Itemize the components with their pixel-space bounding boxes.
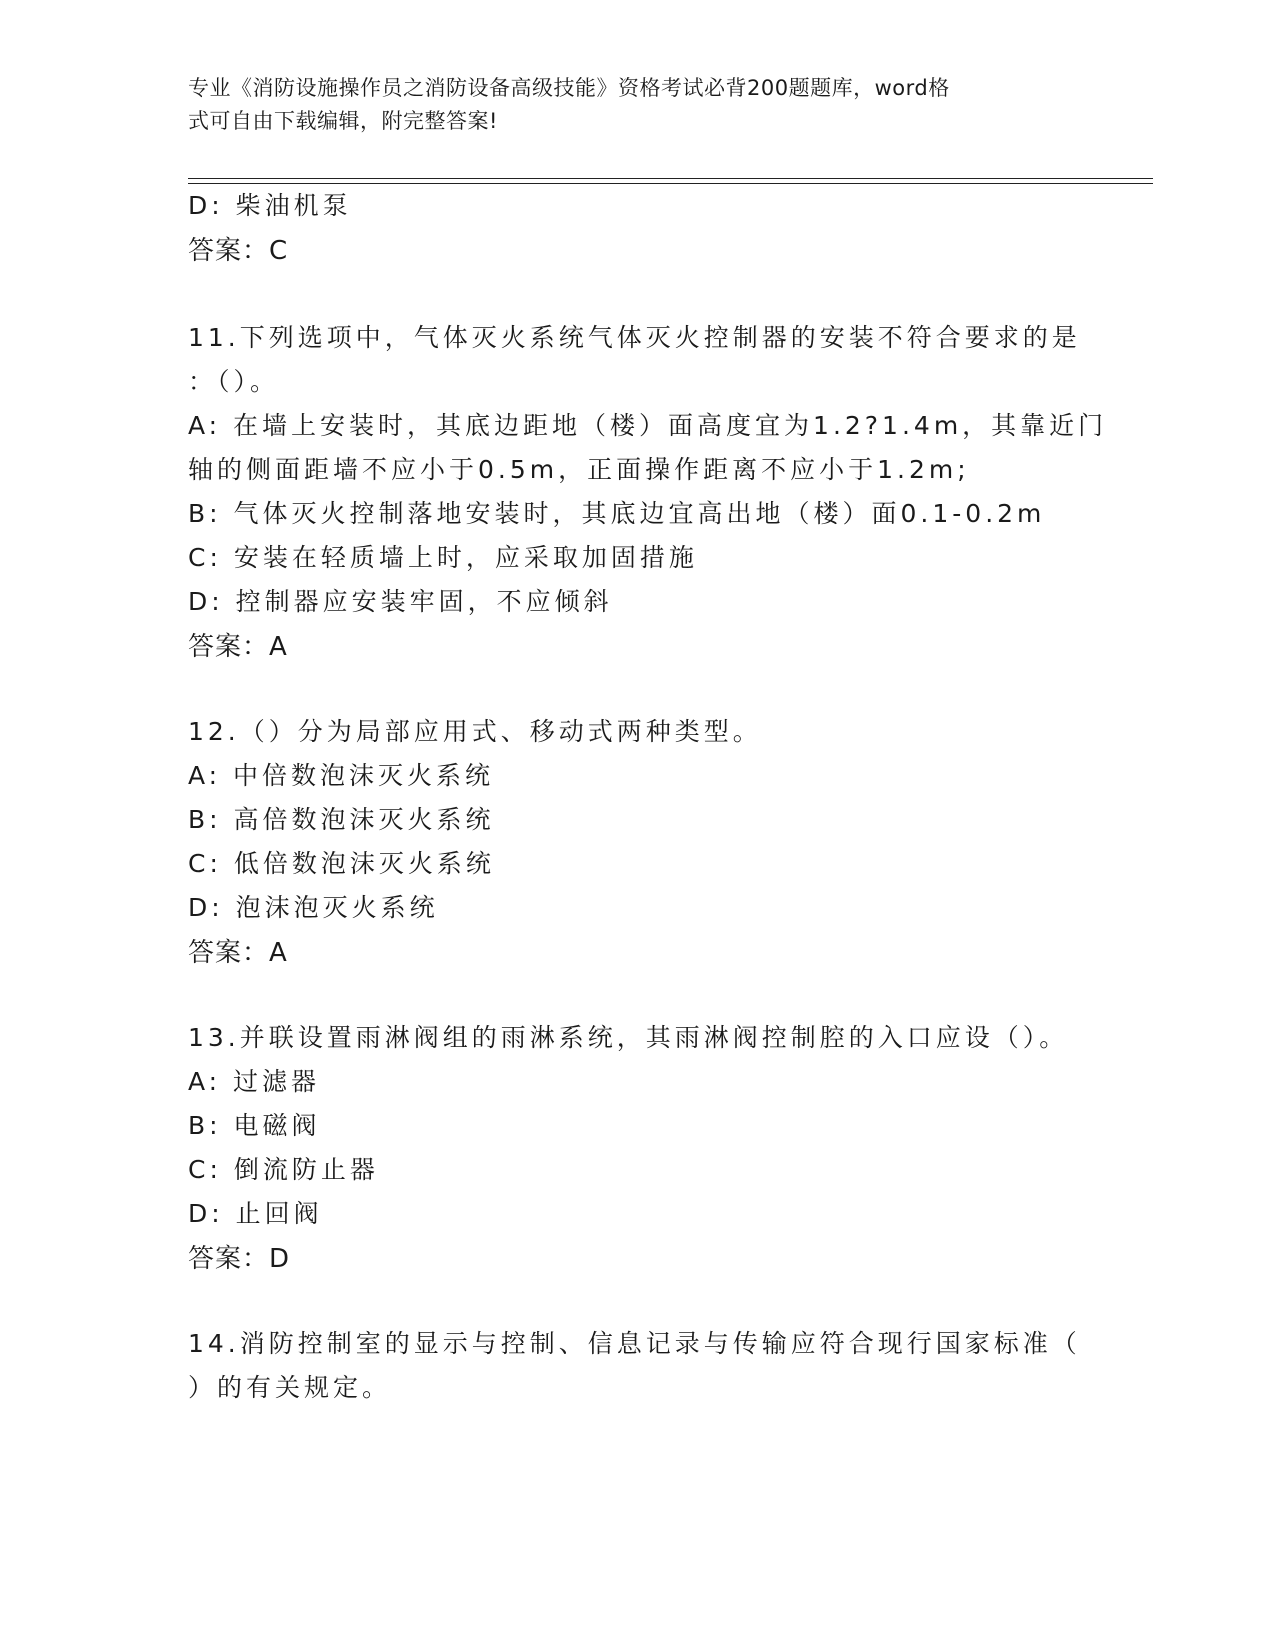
q11-stem-line-2: ：（）。 [188, 367, 280, 396]
prev-option-d: D: 柴油机泵 [188, 191, 352, 220]
q14-stem-line-1: 14.消防控制室的显示与控制、信息记录与传输应符合现行国家标准（ [188, 1329, 1081, 1358]
q11-option-b: B: 气体灭火控制落地安装时，其底边宜高出地（楼）面0.1-0.2m [188, 499, 1046, 528]
q11-option-a-line-1: A: 在墙上安装时，其底边距地（楼）面高度宜为1.2?1.4m，其靠近门 [188, 411, 1108, 440]
q12-option-b: B: 高倍数泡沫灭火系统 [188, 805, 495, 834]
q13-answer: 答案：D [188, 1244, 291, 1274]
q14-stem-line-2: ）的有关规定。 [188, 1373, 392, 1402]
prev-answer: 答案：C [188, 236, 289, 266]
q11-option-a-line-2: 轴的侧面距墙不应小于0.5m，正面操作距离不应小于1.2m; [188, 455, 970, 484]
q11-option-c: C: 安装在轻质墙上时，应采取加固措施 [188, 543, 698, 572]
document-header [188, 72, 1068, 138]
q13-stem: 13.并联设置雨淋阀组的雨淋系统，其雨淋阀控制腔的入口应设（）。 [188, 1023, 1069, 1052]
q11-answer: 答案：A [188, 632, 288, 662]
q13-option-a: A: 过滤器 [188, 1067, 321, 1096]
q12-stem: 12.（）分为局部应用式、移动式两种类型。 [188, 717, 762, 746]
header-line-1: 专业《消防设施操作员之消防设备高级技能》资格考试必背200题题库，word格 [188, 76, 950, 100]
q12-option-a: A: 中倍数泡沫灭火系统 [188, 761, 495, 790]
q13-option-c: C: 倒流防止器 [188, 1155, 379, 1184]
header-rule-top [188, 178, 1153, 179]
q13-option-d: D: 止回阀 [188, 1199, 323, 1228]
header-line-2: 式可自由下载编辑，附完整答案! [188, 109, 498, 133]
q12-option-d: D: 泡沫泡灭火系统 [188, 893, 439, 922]
q11-stem-line-1: 11.下列选项中，气体灭火系统气体灭火控制器的安装不符合要求的是 [188, 323, 1081, 352]
q11-option-d: D: 控制器应安装牢固，不应倾斜 [188, 587, 613, 616]
q12-option-c: C: 低倍数泡沫灭火系统 [188, 849, 495, 878]
q13-option-b: B: 电磁阀 [188, 1111, 321, 1140]
q12-answer: 答案：A [188, 938, 288, 968]
header-rule-bottom [188, 183, 1153, 184]
